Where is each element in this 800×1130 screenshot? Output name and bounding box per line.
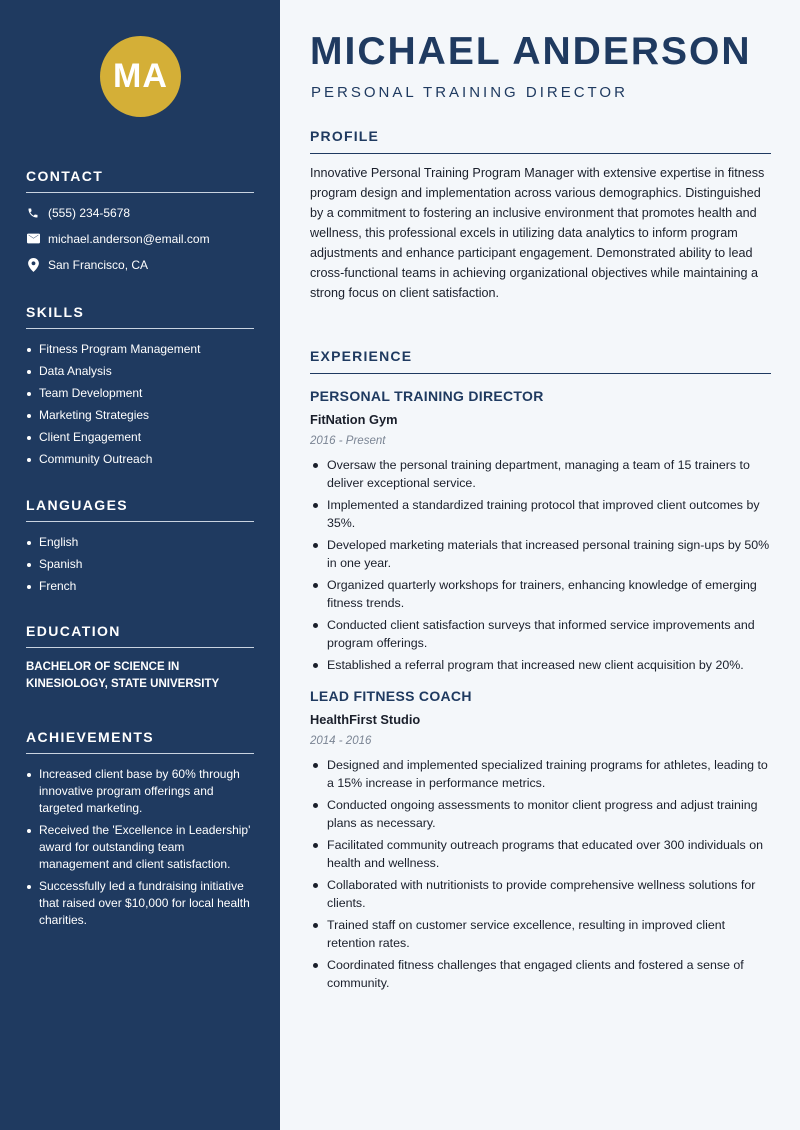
candidate-name: MICHAEL ANDERSON [310,30,752,73]
job-title: LEAD FITNESS COACH [310,688,472,704]
job-bullet: Facilitated community outreach programs that educated over 300 individuals on health and wellness. [310,836,771,872]
job-bullets [310,456,771,674]
achievement-item: Successfully led a fundraising initiative that raised over $10,000 for local health charities. [26,878,254,929]
skill-item: Marketing Strategies [26,407,254,424]
profile-section [310,128,771,303]
avatar [100,36,181,117]
main-content [280,0,800,1130]
contact-section [26,168,254,272]
mail-icon [26,232,40,246]
experience-heading: EXPERIENCE [310,348,771,374]
skills-section [26,304,254,473]
sidebar [0,0,280,1130]
job-bullet: Designed and implemented specialized training programs for athletes, leading to a 15% increase in performance metrics. [310,756,771,792]
job-bullet: Oversaw the personal training department, managing a team of 15 trainers to deliver exceptional service. [310,456,771,492]
skills-list [26,341,254,468]
skill-item: Fitness Program Management [26,341,254,358]
job-bullet: Established a referral program that increased new client acquisition by 20%. [310,656,771,674]
language-item: Spanish [26,556,254,573]
job-company: FitNation Gym [310,412,398,427]
skill-item: Team Development [26,385,254,402]
achievements-section [26,729,254,934]
job-bullet: Conducted ongoing assessments to monitor client progress and adjust training plans as necessary. [310,796,771,832]
education-section [26,623,254,693]
job-bullet: Implemented a standardized training protocol that improved client outcomes by 35%. [310,496,771,532]
skill-item: Client Engagement [26,429,254,446]
education-degree [26,659,254,693]
skill-item: Community Outreach [26,451,254,468]
job-bullet: Conducted client satisfaction surveys that informed service improvements and program offerings. [310,616,771,652]
job-dates: 2014 - 2016 [310,735,372,747]
languages-list [26,534,254,595]
email-text[interactable]: michael.anderson@email.com [48,231,210,246]
candidate-title: PERSONAL TRAINING DIRECTOR [311,84,628,101]
job-bullet: Organized quarterly workshops for trainers, enhancing knowledge of emerging fitness trends. [310,576,771,612]
avatar-initials: MA [113,57,168,95]
contact-location [26,257,254,272]
degree-line-2: KINESIOLOGY, STATE UNIVERSITY [26,678,220,690]
profile-text: Innovative Personal Training Program Manager with extensive expertise in fitness program design and implementation across various demographics. Distinguished by a commitment to fostering an inclusive environment that promotes health and wellness, this professional excels in utilizing data analytics to inform program adjustments and enhance participant engagement. Demonstrated ability to lead cross-functional teams in achieving organizational objectives while maintaining a strong focus on client satisfaction. [310,166,765,300]
phone-icon [26,206,40,220]
job-bullet: Coordinated fitness challenges that engaged clients and fostered a sense of community. [310,956,771,992]
job-entry [310,688,771,992]
achievements-list [26,766,254,929]
contact-phone [26,205,254,220]
job-bullet: Collaborated with nutritionists to provide comprehensive wellness solutions for clients. [310,876,771,912]
contact-email [26,231,254,246]
degree-line-1: BACHELOR OF SCIENCE IN [26,661,180,673]
skill-item: Data Analysis [26,363,254,380]
achievements-heading: ACHIEVEMENTS [26,729,254,754]
languages-section [26,497,254,600]
job-bullet: Developed marketing materials that increased personal training sign-ups by 50% in one year. [310,536,771,572]
job-bullets [310,756,771,992]
job-entry [310,388,771,674]
job-company: HealthFirst Studio [310,712,421,727]
contact-heading: CONTACT [26,168,254,193]
skills-heading: SKILLS [26,304,254,329]
location-text: San Francisco, CA [48,257,149,272]
languages-heading: LANGUAGES [26,497,254,522]
location-pin-icon [26,258,40,272]
job-title: PERSONAL TRAINING DIRECTOR [310,388,544,404]
achievement-item: Received the 'Excellence in Leadership' award for outstanding team management and client satisfaction. [26,822,254,873]
achievement-item: Increased client base by 60% through innovative program offerings and targeted marketing. [26,766,254,817]
education-heading: EDUCATION [26,623,254,648]
job-dates: 2016 - Present [310,435,386,447]
phone-text[interactable]: (555) 234-5678 [48,205,131,220]
experience-section [310,348,771,996]
profile-heading: PROFILE [310,128,771,154]
job-bullet: Trained staff on customer service excellence, resulting in improved client retention rates. [310,916,771,952]
language-item: French [26,578,254,595]
language-item: English [26,534,254,551]
